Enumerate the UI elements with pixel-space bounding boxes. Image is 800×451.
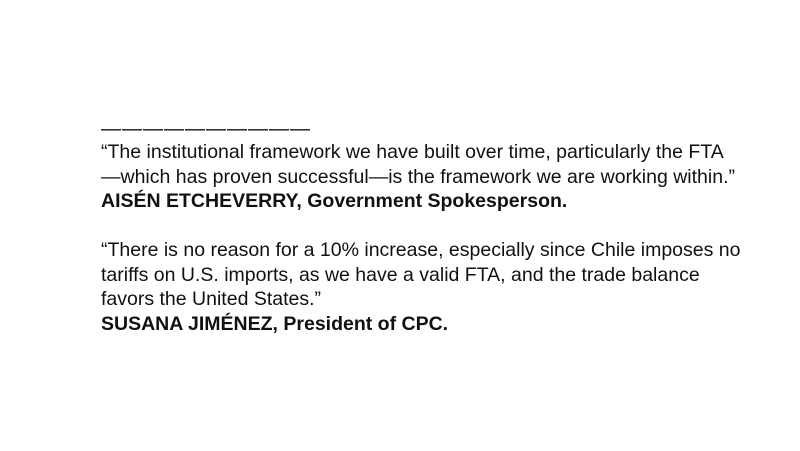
spacer <box>101 214 741 239</box>
quote-block-1 <box>101 140 741 214</box>
quote-block-2 <box>101 238 741 336</box>
quote-attribution: SUSANA JIMÉNEZ, President of CPC. <box>101 312 449 335</box>
quote-text: “The institutional framework we have built over time, particularly the FTA—which has proven successful—is the framework we are working within.” <box>101 141 735 188</box>
quotes-section <box>101 118 741 336</box>
quote-text: “There is no reason for a 10% increase, especially since Chile imposes no tariffs on U.S. imports, as we have a valid FTA, and the trade balance favors the United States.” <box>101 239 741 310</box>
dash-divider: —————————— <box>101 118 311 140</box>
quote-attribution: AISÉN ETCHEVERRY, Government Spokesperson. <box>101 190 568 212</box>
